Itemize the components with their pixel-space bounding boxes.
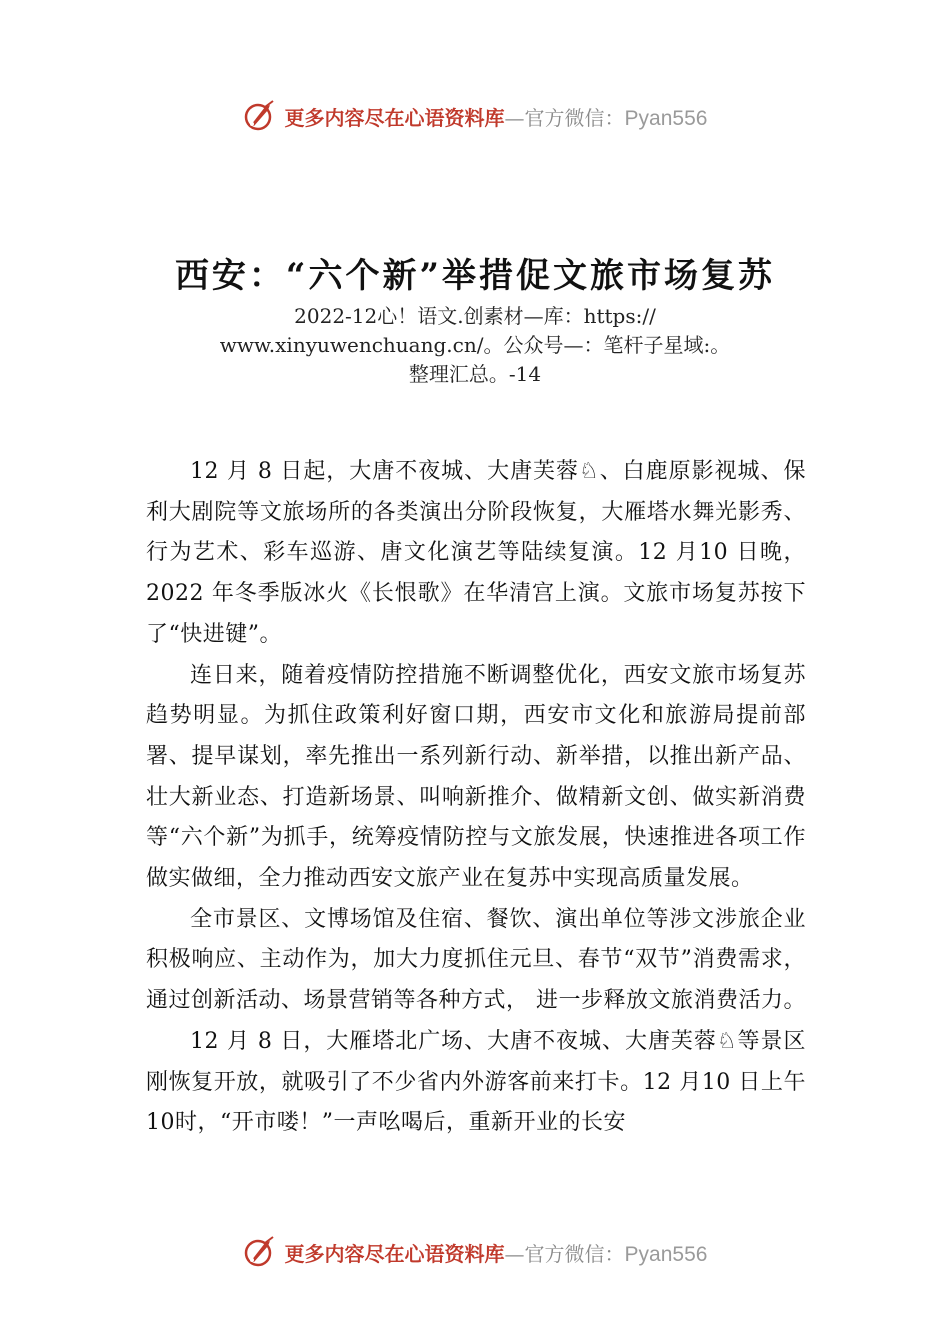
banner-wechat-id: Pyan556 bbox=[624, 1242, 708, 1266]
source-info bbox=[150, 302, 800, 389]
banner-official-label: 官方微信： bbox=[524, 1241, 625, 1266]
header-banner bbox=[0, 96, 950, 136]
quill-pen-logo-icon bbox=[243, 1235, 277, 1269]
footer-banner bbox=[0, 1232, 950, 1272]
paragraph-3: 全市景区、文博场馆及住宿、餐饮、演出单位等涉文涉旅企业积极响应、主动作为，加大力度抓住元旦、春节“双节”消费需求，通过创新活动、场景营销等各种方式， 进一步释放文旅消费活力。 bbox=[146, 906, 806, 1014]
source-line-1: 2022-12心！语文.创素材—库：https:// bbox=[294, 304, 656, 328]
article-body bbox=[146, 452, 806, 1144]
quill-pen-logo-icon bbox=[243, 99, 277, 133]
banner-wechat-id: Pyan556 bbox=[624, 106, 708, 130]
paragraph-1: 12 月 8 日起，大唐不夜城、大唐芙蓉♘、白鹿原影视城、保利大剧院等文旅场所的各类演出分阶段恢复，大雁塔水舞光影秀、行为艺术、彩车巡游、唐文化演艺等陆续复演。12 月10 日晚，2022 年冬季版冰火《长恨歌》在华清宫上演。文旅市场复苏按下了“快进键”。 bbox=[146, 459, 806, 647]
banner-prefix: 更多内容尽在心语资料库 bbox=[284, 1241, 505, 1266]
banner-official-label: 官方微信： bbox=[524, 105, 625, 130]
source-line-3: 整理汇总。-14 bbox=[408, 362, 542, 386]
source-line-2: www.xinyuwenchuang.cn/。公众号—：笔杆子星域:。 bbox=[219, 333, 731, 357]
banner-dash: — bbox=[504, 1241, 525, 1266]
banner-prefix: 更多内容尽在心语资料库 bbox=[284, 105, 505, 130]
paragraph-2: 连日来，随着疫情防控措施不断调整优化，西安文旅市场复苏趋势明显。为抓住政策利好窗口期，西安市文化和旅游局提前部署、提早谋划，率先推出一系列新行动、新举措，以推出新产品、壮大新业态、打造新场景、叫响新推介、做精新文创、做实新消费等“六个新”为抓手，统筹疫情防控与文旅发展，快速推进各项工作做实做细，全力推动西安文旅产业在复苏中实现高质量发展。 bbox=[146, 662, 806, 892]
page-title: 西安：“六个新”举措促文旅市场复苏 bbox=[174, 256, 776, 296]
banner-text bbox=[285, 102, 708, 131]
paragraph-4: 12 月 8 日，大雁塔北广场、大唐不夜城、大唐芙蓉♘等景区刚恢复开放，就吸引了不少省内外游客前来打卡。12 月10 日上午 10时，“开市喽！”一声吆喝后，重新开业的长安 bbox=[146, 1028, 806, 1136]
banner-text bbox=[285, 1238, 708, 1267]
banner-dash: — bbox=[504, 105, 525, 130]
